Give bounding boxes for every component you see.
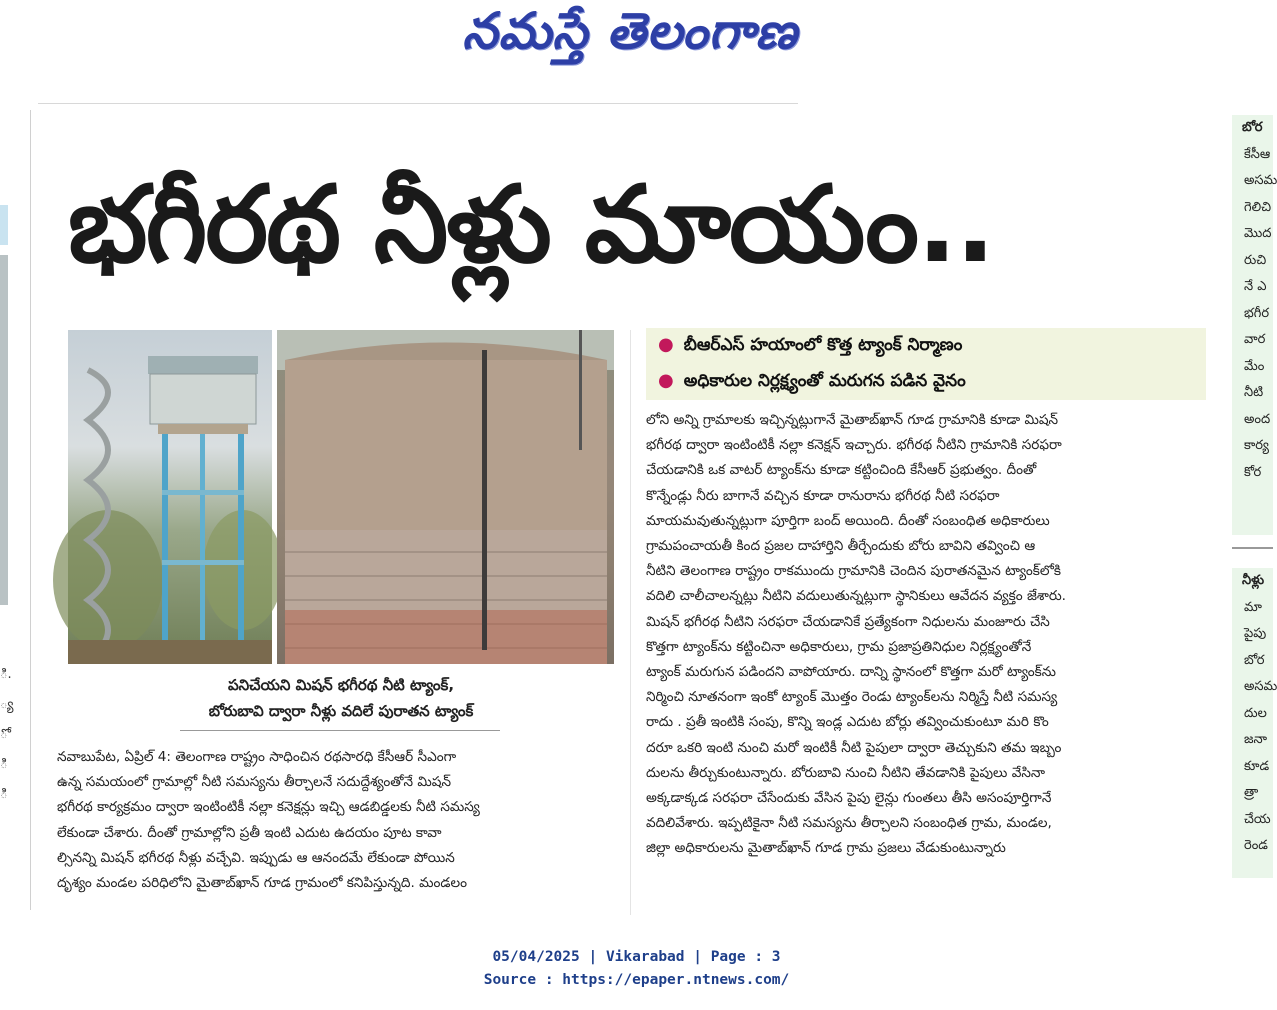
- edition-info: 05/04/2025 | Vikarabad | Page : 3: [492, 949, 781, 965]
- bullet-dot-icon: ●: [658, 334, 674, 355]
- body-line: లోని అన్ని గ్రామాలకు ఇచ్చిన్నట్లుగానే మైతాబ్‌ఖాన్ గూడ గ్రామానికి కూడా మిషన్: [646, 412, 1059, 428]
- body-line: మాయమవుతున్నట్లుగా పూర్తిగా బంద్ అయింది. దీంతో సంబంధిత అధికారులు: [646, 512, 1050, 529]
- sidebar-fragment: భగీర: [1244, 305, 1270, 321]
- body-line: ఉన్న సమయంలో గ్రామాల్లో నీటి సమస్యను తీర్చాలనే సదుద్దేశ్యంతోనే మిషన్: [57, 774, 451, 791]
- photo-caption: [68, 672, 614, 724]
- body-line: చేయడానికి ఒక వాటర్ ట్యాంక్‌ను కూడా కట్టించింది కేసీఆర్ ప్రభుత్వం. దీంతో: [646, 462, 1037, 479]
- sidebar-fragment: మా: [1244, 599, 1262, 615]
- sidebar-fragment: మేం: [1244, 358, 1265, 374]
- old-tank-photo: [277, 330, 614, 664]
- sidebar-fragment: మొద: [1244, 226, 1272, 241]
- sidebar-fragment: వార: [1244, 332, 1266, 347]
- sidebar-fragment: చేయ: [1244, 811, 1271, 827]
- body-line: వదిలి చాలీచాలన్నట్లు నీటిని వదులుతున్నట్లుగా స్థానికులు ఆవేదన వ్యక్తం జేశారు.: [646, 588, 1066, 605]
- sidebar-fragment: బోర: [1242, 120, 1263, 135]
- highlight-item: [658, 334, 962, 359]
- sidebar-fragment: నే ఎ: [1244, 279, 1267, 294]
- left-edge-char: ి: [0, 757, 8, 772]
- sidebar-fragment: గెలిచి: [1244, 199, 1272, 215]
- body-line: కొత్తగా ట్యాంక్‌ను కట్టించినా అధికారులు, గ్రామ ప్రజాప్రతినిధుల నిర్లక్ష్యంతోనే: [646, 638, 1032, 655]
- left-edge-char: ి: [0, 787, 8, 802]
- sidebar-fragment: జనా: [1244, 732, 1268, 747]
- sidebar-fragment: కేసీఆ: [1244, 146, 1271, 162]
- water-tower-photo: [68, 330, 272, 664]
- left-column-rule: [30, 110, 31, 910]
- masthead-logo: నమస్తే తెలంగాణ: [462, 2, 798, 60]
- caption-line: పనిచేయని మిషన్ భగీరథ నీటి ట్యాంక్,: [227, 676, 455, 694]
- body-line: రాదు . ప్రతీ ఇంటికి సంపు, కొన్ని ఇండ్ల ఎదుట బోర్లు తవ్వించుకుంటూ మరి కొం: [646, 714, 1049, 731]
- sidebar-fragment: పైపు: [1244, 626, 1267, 641]
- bullet-dot-icon: ●: [658, 370, 674, 391]
- highlight-text: అధికారుల నిర్లక్ష్యంతో మరుగన పడిన వైనం: [683, 371, 966, 391]
- sidebar-fragment: రెండ: [1244, 838, 1268, 853]
- body-line: ల్సినన్ని మిషన్ భగీరథ నీళ్లు వచ్చేవి. ఇప్పుడు ఆ ఆనందమే లేకుండా పోయిన: [57, 849, 455, 866]
- caption-line: బోరుబావి ద్వారా నీళ్లు వదిలే పురాతన ట్యాంక్: [208, 702, 474, 720]
- body-line: నీటిని తెలంగాణ రాష్ట్రం రాకముందు గ్రామానికి చెందిన పురాతనమైన ట్యాంక్‌లోకి: [646, 563, 1061, 580]
- article-headline: భగీరథ నీళ్లు మాయం..: [68, 163, 994, 286]
- source-link[interactable]: Source : https://epaper.ntnews.com/: [483, 972, 790, 988]
- body-line: భగీరథ ద్వారా ఇంటింటికీ నల్లా కనెక్షన్ ఇచ్చారు. భగీరథ నీటిని గ్రామానికి సరఫరా: [646, 437, 1062, 454]
- sidebar-fragment: దుల: [1244, 705, 1267, 721]
- sidebar-fragment: త్రా: [1244, 785, 1259, 800]
- sidebar-fragment: కార్య: [1244, 438, 1269, 453]
- column-divider: [630, 330, 631, 915]
- sidebar-fragment: అసమ: [1244, 679, 1277, 694]
- body-line: నిర్మించి నూతనంగా ఇంకో ట్యాంక్ మొత్తం రెండు ట్యాంక్‌లను నిర్మిస్తే నీటి సమస్య: [646, 689, 1058, 706]
- sidebar-fragment: బోర: [1244, 652, 1265, 668]
- left-edge-text: [0, 660, 14, 810]
- body-line: గ్రామపంచాయతీ కింద ప్రజల దాహార్తిని తీర్చేందుకు బోరు బావిని తవ్వించి ఆ: [646, 538, 1036, 555]
- header-divider: [38, 103, 798, 104]
- sidebar-fragment: నీళ్లు: [1242, 573, 1265, 588]
- sidebar-fragment: కోర: [1244, 464, 1262, 480]
- article-body-right: [646, 408, 1208, 862]
- body-line: దృశ్యం మండల పరిధిలోని మైతాబ్‌ఖాన్ గూడ గ్రామంలో కనిపిస్తున్నది. మండలం: [57, 875, 468, 892]
- sidebar-article-top: [1232, 115, 1277, 535]
- page-footer: [0, 946, 1273, 992]
- water-tower-illustration: [68, 330, 272, 664]
- sidebar-fragment: అసమ: [1244, 173, 1277, 188]
- highlight-box: [646, 328, 1206, 400]
- left-edge-char: ్య: [0, 697, 14, 712]
- left-edge-char: ో: [0, 727, 8, 742]
- body-line: మిషన్ భగీరథ నీటిని సరఫరా చేయడానికే ప్రత్యేకంగా నిధులను మంజూరు చేసి: [646, 613, 1050, 630]
- body-line: కొన్నేండ్లు నీరు బాగానే వచ్చిన కూడా రానురాను భగీరథ నీటి సరఫరా: [646, 487, 1000, 504]
- sidebar-fragment: రుచి: [1244, 252, 1267, 268]
- left-edge-photo: [0, 255, 8, 605]
- body-line: అక్కడాక్కడ సరఫరా చేసేందుకు వేసిన పైపు లైన్లు గుంతలు తీసి అసంపూర్తిగానే: [646, 790, 1052, 807]
- article-body-left: [57, 745, 620, 896]
- highlight-text: బీఆర్‌ఎస్ హయాంలో కొత్త ట్యాంక్ నిర్మాణం: [683, 335, 963, 355]
- left-edge-graphic: [0, 205, 8, 245]
- body-line: దరూ ఒకరి ఇంటి నుంచి మరో ఇంటికీ నీటి పైపులా ద్వారా తెచ్చుకుని తమ ఇబ్బం: [646, 739, 1062, 756]
- sidebar-fragment: కూడ: [1244, 758, 1270, 774]
- body-line: జిల్లా అధికారులను మైతాబ్‌ఖాన్ గూడ గ్రామ ప్రజలు వేడుకుంటున్నారు: [646, 840, 1006, 857]
- sidebar-fragment: నీటి: [1244, 385, 1264, 400]
- sidebar-article-bottom: [1232, 568, 1277, 878]
- body-line: వదిలివేశారు. ఇప్పటికైనా నీటి సమస్యను తీర్చాలని సంబంధిత గ్రామ, మండల,: [646, 815, 1052, 832]
- body-line: భగీరథ కార్యక్రమం ద్వారా ఇంటింటికీ నల్లా కనెక్షన్లు ఇచ్చి ఆడబిడ్డలకు నీటి సమస్య: [57, 799, 480, 816]
- body-line: నవాబుపేట, ఏప్రిల్ 4: తెలంగాణ రాష్ట్రం సాధించిన రథసారధి కేసీఆర్ సీఎంగా: [57, 749, 457, 765]
- sidebar-divider: [1232, 547, 1273, 549]
- old-tank-illustration: [277, 330, 614, 664]
- caption-divider: [180, 730, 500, 731]
- body-line: లేకుండా చేశారు. దీంతో గ్రామాల్లోని ప్రతీ ఇంటి ఎదుట ఉదయం పూట కావా: [57, 824, 442, 841]
- highlight-item: [658, 370, 966, 395]
- body-line: దులను తీర్చుకుంటున్నారు. బోరుబావి నుంచి నీటిని తేవడానికి పైపులు వేసినా: [646, 764, 1046, 781]
- left-edge-char: ి.: [0, 667, 12, 682]
- body-line: ట్యాంక్ మరుగున పడిందని వాపోయారు. దాన్ని స్థానంలో కొత్తగా మరో ట్యాంక్‌ను: [646, 664, 1056, 681]
- sidebar-fragment: అంద: [1244, 411, 1271, 427]
